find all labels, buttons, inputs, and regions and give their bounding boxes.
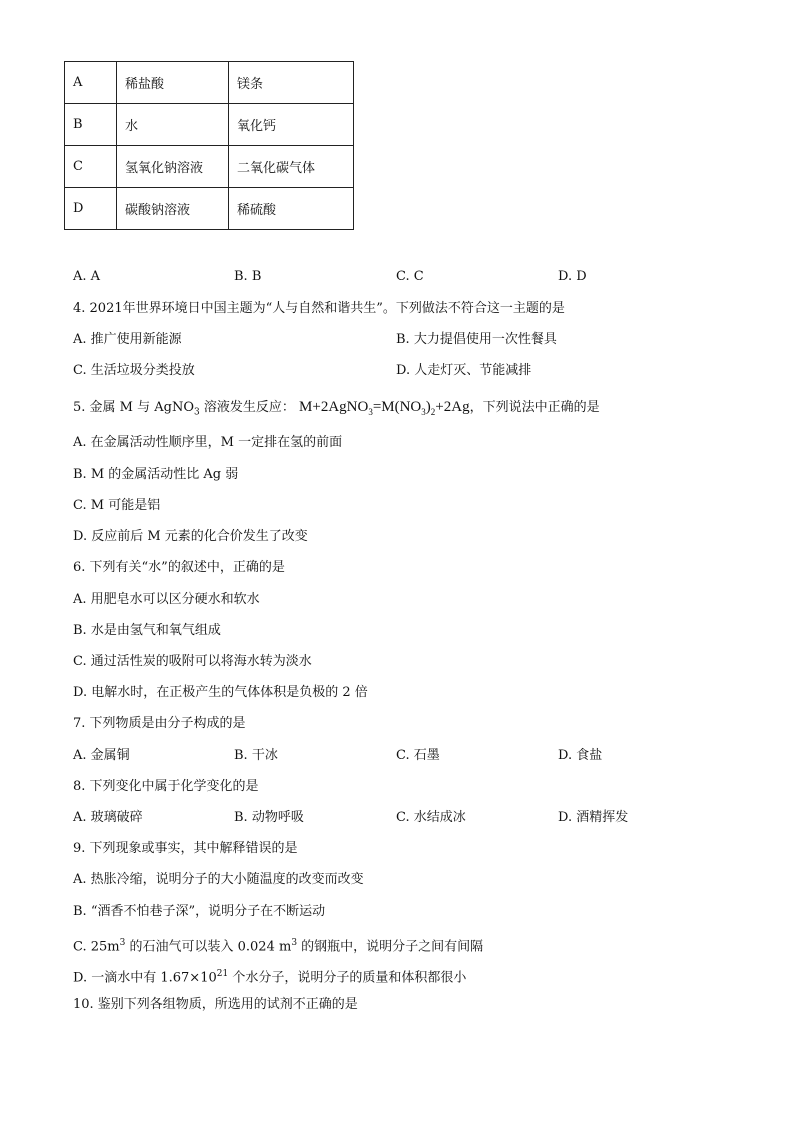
formula-subscript: 2 xyxy=(430,407,436,417)
q6-option-a: A. 用肥皂水可以区分硬水和软水 xyxy=(73,592,260,607)
q3-option-d: D. D xyxy=(558,269,587,284)
q9-d-superscript: 21 xyxy=(216,969,229,979)
q9-d-part: 个水分子，说明分子的质量和体积都很小 xyxy=(228,970,467,986)
table-cell: C xyxy=(65,146,117,188)
q8-option-c: C. 水结成冰 xyxy=(396,810,466,825)
q6-option-c: C. 通过活性炭的吸附可以将海水转为淡水 xyxy=(73,654,312,669)
q9-c-part: 的石油气可以装入 0.024 m xyxy=(125,939,292,955)
q5-option-c: C. M 可能是铝 xyxy=(73,498,161,513)
q6-stem: 6. 下列有关“水”的叙述中，正确的是 xyxy=(73,560,285,575)
q5-stem-mid: 溶液发生反应： xyxy=(199,400,295,415)
table-cell: 稀硫酸 xyxy=(229,188,354,230)
q8-stem: 8. 下列变化中属于化学变化的是 xyxy=(73,779,259,794)
q7-option-b: B. 干冰 xyxy=(234,748,278,763)
table-cell: 碳酸钠溶液 xyxy=(117,188,229,230)
q6-option-b: B. 水是由氢气和氧气组成 xyxy=(73,623,221,638)
q6-option-d: D. 电解水时，在正极产生的气体体积是负极的 2 倍 xyxy=(73,685,368,700)
q8-option-b: B. 动物呼吸 xyxy=(234,810,304,825)
formula-subscript: 3 xyxy=(368,407,373,417)
table-row xyxy=(65,62,354,104)
q9-c-part: 的钢瓶中，说明分子之间有间隔 xyxy=(297,939,484,955)
q9-option-a: A. 热胀冷缩，说明分子的大小随温度的改变而改变 xyxy=(73,872,364,887)
q4-option-c: C. 生活垃圾分类投放 xyxy=(73,363,195,378)
reaction-equation xyxy=(299,399,470,415)
q10-stem: 10. 鉴别下列各组物质，所选用的试剂不正确的是 xyxy=(73,997,358,1012)
q8-option-a: A. 玻璃破碎 xyxy=(73,810,143,825)
q5-stem-sub: 3 xyxy=(194,407,200,418)
q5-stem xyxy=(73,398,600,422)
q9-option-b: B. “酒香不怕巷子深”，说明分子在不断运动 xyxy=(73,904,326,919)
q9-option-c xyxy=(73,934,483,956)
formula-subscript: 3 xyxy=(421,407,426,417)
q9-d-part: D. 一滴水中有 1.67×10 xyxy=(73,970,217,986)
q9-stem: 9. 下列现象或事实，其中解释错误的是 xyxy=(73,841,298,856)
table-cell: 氢氧化钠溶液 xyxy=(117,146,229,188)
q7-option-c: C. 石墨 xyxy=(396,748,440,763)
q5-stem-suffix: ，下列说法中正确的是 xyxy=(469,400,600,415)
q7-stem: 7. 下列物质是由分子构成的是 xyxy=(73,716,246,731)
q4-option-a: A. 推广使用新能源 xyxy=(73,332,182,347)
q4-option-d: D. 人走灯灭、节能减排 xyxy=(396,363,532,378)
reagent-table xyxy=(64,61,354,230)
table-cell: 镁条 xyxy=(229,62,354,104)
q9-option-d xyxy=(73,965,466,987)
table-cell: A xyxy=(65,62,117,104)
q9-c-superscript: 3 xyxy=(291,938,298,948)
q5-option-a: A. 在金属活动性顺序里，M 一定排在氢的前面 xyxy=(73,435,343,450)
q5-option-d: D. 反应前后 M 元素的化合价发生了改变 xyxy=(73,529,308,544)
table-cell: 稀盐酸 xyxy=(117,62,229,104)
table-row xyxy=(65,146,354,188)
q9-c-superscript: 3 xyxy=(119,938,126,948)
q4-stem: 4. 2021年世界环境日中国主题为“人与自然和谐共生”。下列做法不符合这一主题的是 xyxy=(73,301,565,316)
table-cell: B xyxy=(65,104,117,146)
q3-option-a: A. A xyxy=(73,269,101,284)
table-cell: 氧化钙 xyxy=(229,104,354,146)
q3-option-c: C. C xyxy=(396,269,424,284)
formula-part: =M(NO xyxy=(372,399,422,415)
q7-option-a: A. 金属铜 xyxy=(73,748,130,763)
q8-option-d: D. 酒精挥发 xyxy=(558,810,629,825)
q4-option-b: B. 大力提倡使用一次性餐具 xyxy=(396,332,557,347)
q5-option-b: B. M 的金属活动性比 Ag 弱 xyxy=(73,467,239,482)
table-cell: D xyxy=(65,188,117,230)
formula-part: +2Ag xyxy=(435,399,470,415)
q9-c-part: C. 25m xyxy=(73,939,120,955)
q3-option-b: B. B xyxy=(234,269,262,284)
table-row xyxy=(65,104,354,146)
table-row xyxy=(65,188,354,230)
formula-part: ) xyxy=(425,399,431,415)
q7-option-d: D. 食盐 xyxy=(558,748,603,763)
formula-part: M+2AgNO xyxy=(299,399,369,415)
q5-stem-prefix: 5. 金属 M 与 AgNO xyxy=(73,400,194,415)
table-cell: 二氧化碳气体 xyxy=(229,146,354,188)
table-cell: 水 xyxy=(117,104,229,146)
